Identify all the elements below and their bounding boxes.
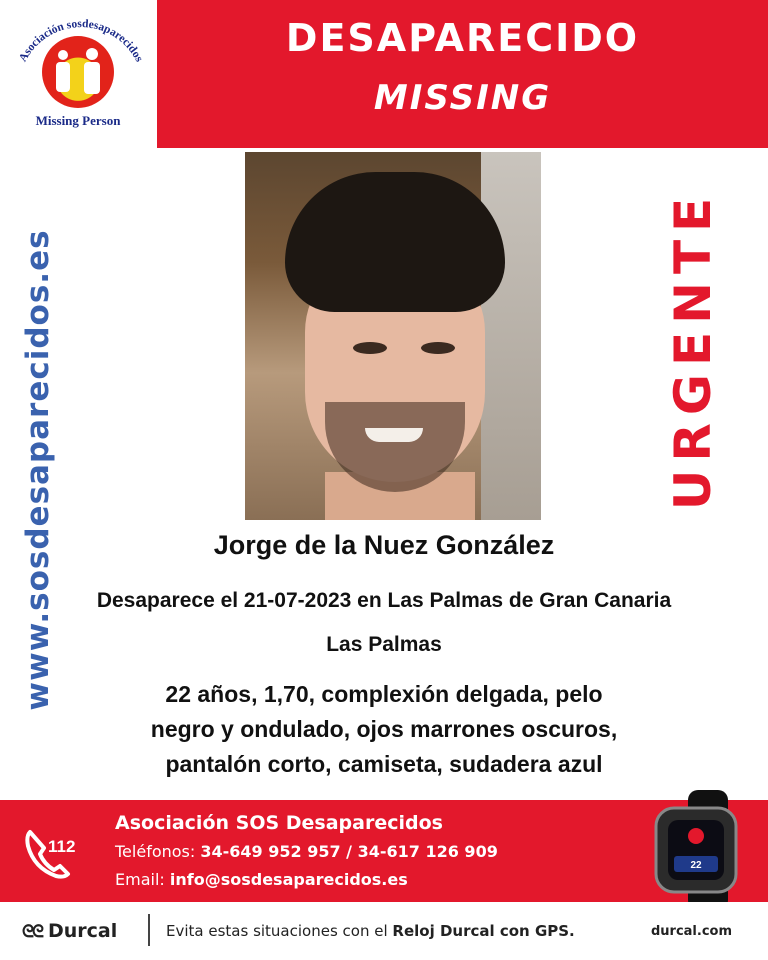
logo-emblem-icon [42,36,114,108]
divider [148,914,150,946]
promo-prefix: Evita estas situaciones con el [166,922,393,940]
header-subtitle: MISSING [373,78,552,118]
website-url-vertical[interactable]: www.sosdesaparecidos.es [20,229,56,711]
province-label: Las Palmas [326,633,442,656]
email-value[interactable]: info@sosdesaparecidos.es [169,870,408,889]
email-contact[interactable] [115,870,408,889]
durcal-brand: Durcal [47,920,118,942]
svg-text:22: 22 [690,860,702,871]
sponsor-bar [0,902,768,960]
description-line: 22 años, 1,70, complexión delgada, pelo [165,681,603,707]
emergency-phone-icon[interactable] [22,822,80,880]
phone-numbers[interactable] [115,842,498,861]
logo-caption: Missing Person [35,113,121,128]
header-band [157,0,768,148]
durcal-mark-icon: ᘓᘓ [22,922,42,942]
svg-text:112: 112 [48,837,76,856]
disappearance-info: Desaparece el 21-07-2023 en Las Palmas de Gran Canaria [96,589,672,612]
description-line: negro y ondulado, ojos marrones oscuros, [150,716,618,742]
urgent-label: URGENTE [664,189,722,511]
association-name: Asociación SOS Desaparecidos [115,812,443,834]
gps-watch-icon [650,790,760,910]
phones-value[interactable]: 34-649 952 957 / 34-617 126 909 [200,842,498,861]
svg-text:Asociación sosdesaparecidos: Asociación sosdesaparecidos [17,18,146,64]
missing-person-photo [245,152,541,520]
person-name: Jorge de la Nuez González [213,530,555,560]
promo-bold: Reloj Durcal con GPS. [392,922,575,940]
phones-label: Teléfonos: [115,842,196,861]
durcal-site-link[interactable]: durcal.com [650,924,732,939]
person-description [0,677,768,782]
description-line: pantalón corto, camiseta, sudadera azul [165,751,603,777]
association-logo [0,0,156,148]
durcal-logo[interactable] [22,920,117,942]
header-title: DESAPARECIDO [285,16,640,60]
email-label: Email: [115,870,165,889]
promo-text [166,922,575,940]
